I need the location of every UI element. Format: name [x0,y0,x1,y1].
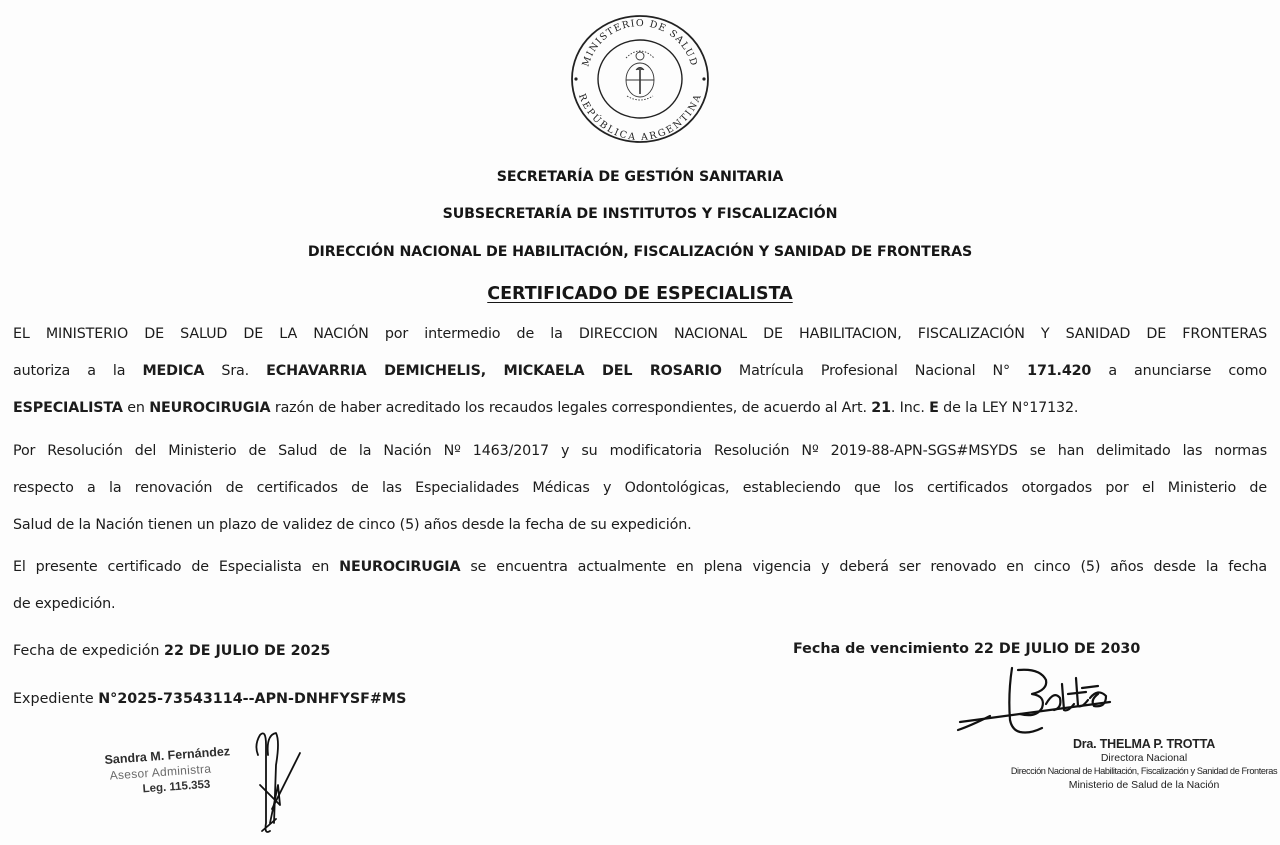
specialist-label: ESPECIALISTA [13,400,123,416]
license-number: 171.420 [1027,363,1092,379]
validity-paragraph [13,549,1267,623]
advisor-leg: Leg. 115.353 [142,778,211,796]
director-signature [950,664,1270,736]
text-segment: autoriza a la [13,363,143,379]
paragraph-line [13,390,1267,427]
paragraph-line [13,549,1267,586]
paragraph-line: de expedición. [13,596,116,612]
issue-date-field [13,641,330,661]
expiry-date: 22 DE JULIO DE 2030 [973,641,1141,657]
signer-department: Dirección Nacional de Habilitación, Fiscalización y Sanidad de Fronteras [1010,766,1278,776]
paragraph-line: respecto a la renovación de certificados de las Especialidades Médicas y Odontológicas, estableciendo que los certificados otorgados por el Ministerio de [13,480,1267,496]
seal-bottom-text: REPÚBLICA ARGENTINA [575,92,705,144]
profession: MEDICA [142,363,205,379]
paragraph-line [13,316,1267,353]
paragraph-line: Salud de la Nación tienen un plazo de validez de cinco (5) años desde la fecha de su expedición. [13,517,692,533]
heading-direccion: DIRECCIÓN NACIONAL DE HABILITACIÓN, FISCALIZACIÓN Y SANIDAD DE FRONTERAS [307,244,973,260]
heading-secretaria: SECRETARÍA DE GESTIÓN SANITARIA [496,169,784,185]
issue-date-label: Fecha de expedición [13,643,164,659]
advisor-stamp [104,743,233,800]
text-segment: a anunciarse como [1091,363,1267,379]
signer-role: Directora Nacional [1100,752,1188,764]
paragraph-line: Por Resolución del Ministerio de Salud de la Nación Nº 1463/2017 y su modificatoria Resolución Nº 2019-88-APN-SGS#MSYDS se han delimitado las normas [13,443,1267,459]
text-segment: se encuentra actualmente en plena vigencia y deberá ser renovado en cinco (5) años desde la fecha [460,559,1267,575]
specialty: NEUROCIRUGIA [149,400,271,416]
signer-block [1010,736,1278,792]
text-segment: de la LEY N°17132. [938,400,1079,416]
inciso: E [929,400,939,416]
seal-top-text: MINISTERIO DE SALUD [580,17,700,69]
advisor-name: Sandra M. Fernández [104,744,231,767]
expiry-date-field [793,639,1140,659]
svg-text:MINISTERIO DE SALUD [580,18,699,68]
text-segment: El presente certificado de Especialista en [13,559,340,575]
file-number-label: Expediente [13,691,99,707]
specialty: NEUROCIRUGIA [339,559,461,575]
authorization-paragraph [13,316,1267,427]
text-segment: Sra. [204,363,267,379]
advisor-role: Asesor Administra [109,761,212,783]
file-number-field [13,689,406,709]
holder-name: ECHAVARRIA DEMICHELIS, MICKAELA DEL ROSARIO [266,363,722,379]
paragraph-line [13,353,1267,390]
issue-date: 22 DE JULIO DE 2025 [164,643,331,659]
advisor-signature [250,725,310,837]
signer-organization: Ministerio de Salud de la Nación [1068,779,1220,791]
text-segment: Matrícula Profesional Nacional N° [721,363,1028,379]
ministry-seal [570,14,710,144]
text-segment: en [122,400,150,416]
argentina-coat-of-arms-icon [626,51,654,100]
text-segment: EL MINISTERIO DE SALUD DE LA NACIÓN por intermedio de la DIRECCION NACIONAL DE HABILITACION, FISCALIZACIÓN Y SANIDAD DE FRONTERAS [13,326,1267,342]
heading-subsecretaria: SUBSECRETARÍA DE INSTITUTOS Y FISCALIZACIÓN [442,206,838,222]
expiry-date-label: Fecha de vencimiento [793,641,974,657]
signer-name: Dra. THELMA P. TROTTA [1072,737,1216,751]
file-number: N°2025-73543114--APN-DNHFYSF#MS [98,691,407,707]
text-segment: razón de haber acreditado los recaudos legales correspondientes, de acuerdo al Art. [270,400,872,416]
text-segment: . Inc. [890,400,930,416]
certificate-title: CERTIFICADO DE ESPECIALISTA [487,284,793,304]
article-number: 21 [871,400,891,416]
resolution-paragraph [13,433,1267,544]
